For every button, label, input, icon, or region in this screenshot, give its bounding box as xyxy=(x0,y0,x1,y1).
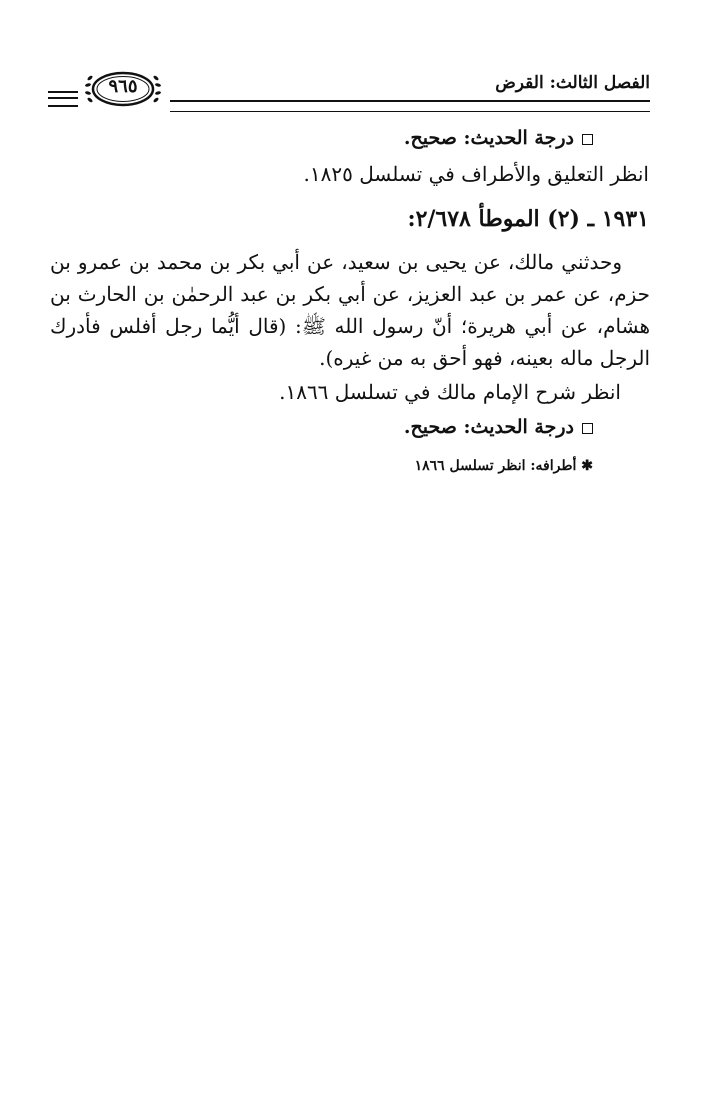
cross-reference: انظر شرح الإمام مالك في تسلسل ١٨٦٦. xyxy=(279,380,621,404)
hadith-text-line: الرجل ماله بعينه، فهو أحق به من غيره). xyxy=(319,346,650,370)
hadith-text-line: وحدثني مالك، عن يحيى بن سعيد، عن أبي بكر بن محمد بن عمرو بن xyxy=(50,250,622,274)
page-number: ٩٦٥ xyxy=(108,76,138,97)
hadith-heading: ١٩٣١ ـ (٢) الموطأ ٢/٦٧٨: xyxy=(407,206,649,232)
hadith-grade-line xyxy=(404,127,593,149)
hadith-text-line: حزم، عن عمر بن عبد العزيز، عن أبي بكر بن عبد الرحمٰن بن الحارث بن xyxy=(50,282,650,306)
header-double-rule-left xyxy=(48,91,78,107)
hadith-grade-text: درجة الحديث: صحيح. xyxy=(403,416,574,438)
page-header xyxy=(48,64,650,114)
hadith-text-line: هشام، عن أبي هريرة؛ أنّ رسول الله ﷺ: (قال أيُّما رجل أفلس فأدرك xyxy=(50,314,650,338)
cross-reference: انظر التعليق والأطراف في تسلسل ١٨٢٥. xyxy=(303,162,649,186)
hadith-grade-line xyxy=(404,416,593,438)
footnote-related: ✱ أطرافه: انظر تسلسل ١٨٦٦ xyxy=(414,458,593,474)
square-bullet-icon xyxy=(582,423,593,434)
square-bullet-icon xyxy=(582,134,593,145)
page-number-ornament xyxy=(83,68,163,110)
hadith-grade-text: درجة الحديث: صحيح. xyxy=(403,127,574,149)
header-rule xyxy=(170,100,650,112)
hadith-text xyxy=(50,246,650,374)
running-title: الفصل الثالث: القرض xyxy=(495,73,650,93)
